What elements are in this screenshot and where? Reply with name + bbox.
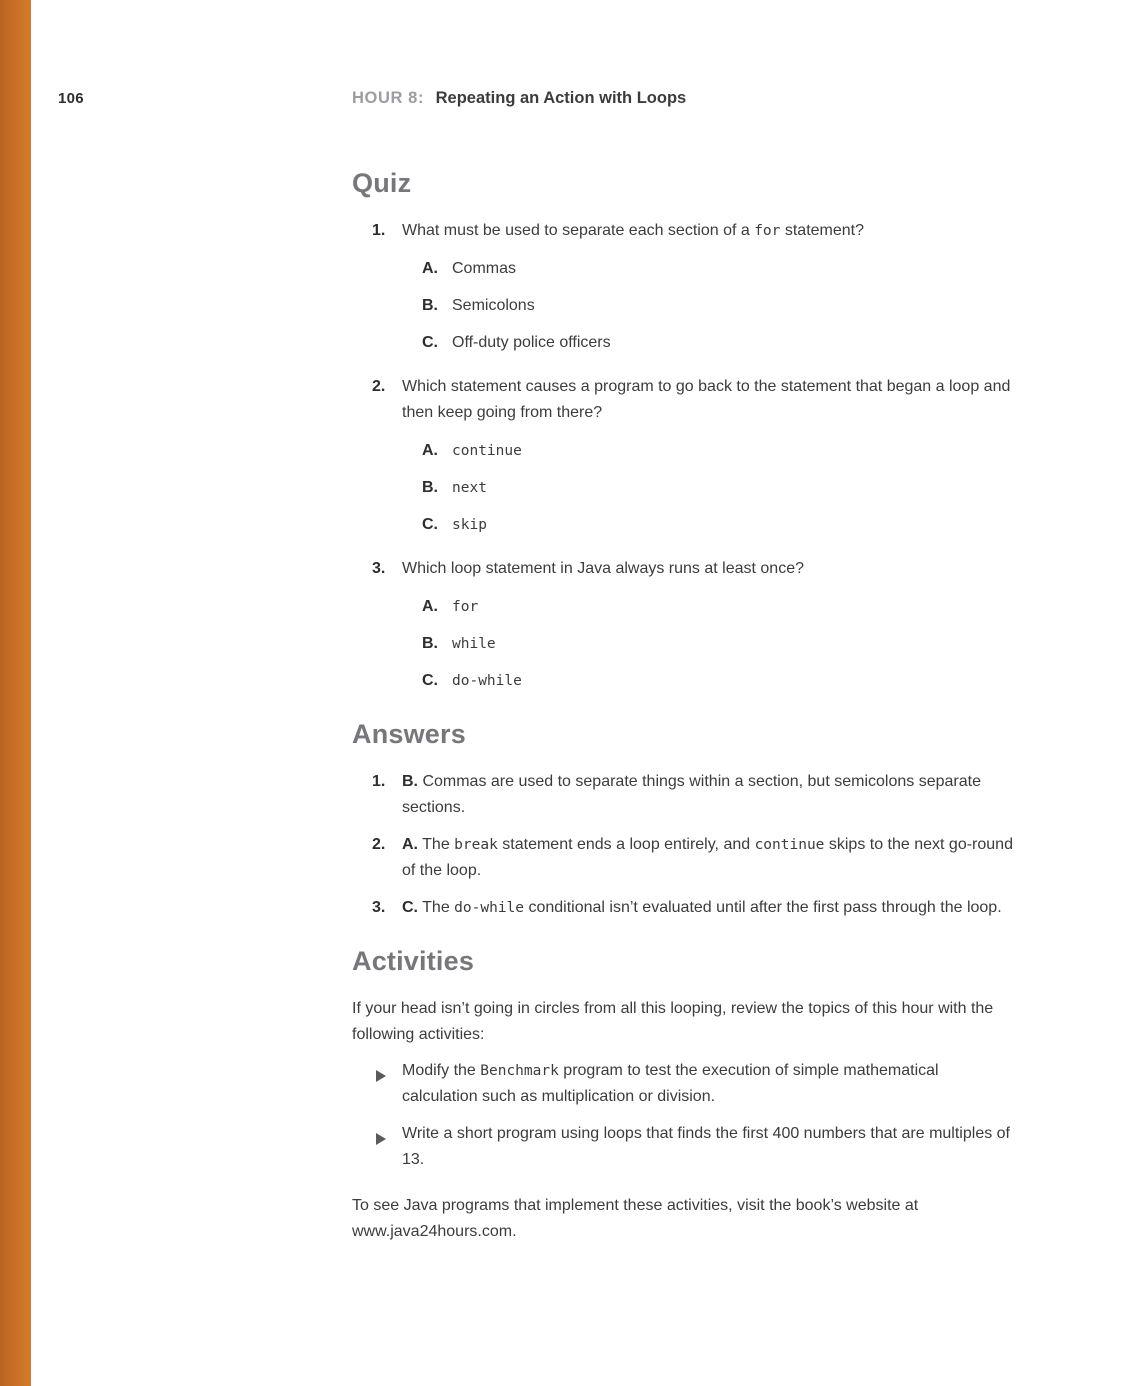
quiz-question-1-options: [352, 256, 1014, 356]
answer-2: [372, 832, 1014, 884]
option-text: continue: [452, 443, 522, 459]
question-number: 2.: [372, 378, 386, 395]
chapter-title: Repeating an Action with Loops: [435, 89, 687, 107]
question-number: 3.: [372, 560, 386, 577]
question-text: Which statement causes a program to go back to the statement that began a loop and then keep going from there?: [402, 378, 1011, 421]
activities-closing: To see Java programs that implement these activities, visit the book’s website at www.java24hours.com.: [352, 1197, 919, 1240]
option-a: [422, 256, 1014, 282]
quiz-question-3-options: [352, 594, 1014, 694]
quiz-heading: Quiz: [352, 168, 412, 198]
answer-text: B. Commas are used to separate things within a section, but semicolons separate sections.: [402, 773, 981, 816]
option-text: for: [452, 599, 479, 615]
answer-number: 3.: [372, 899, 386, 916]
option-letter: B.: [422, 297, 438, 314]
option-text: next: [452, 480, 487, 496]
activity-item-2: [376, 1121, 1014, 1173]
answer-number: 1.: [372, 773, 386, 790]
option-a: [422, 594, 1014, 620]
question-text: What must be used to separate each section of a for statement?: [402, 222, 865, 239]
question-number: 1.: [372, 222, 386, 239]
option-c: [422, 330, 1014, 356]
option-letter: C.: [422, 672, 438, 689]
option-text: Off-duty police officers: [452, 334, 611, 351]
answer-text: A. The break statement ends a loop entirely, and continue skips to the next go-round of the loop.: [402, 836, 1013, 879]
option-text: Commas: [452, 260, 517, 277]
page-edge-bar: [0, 0, 31, 1386]
activity-text: Modify the Benchmark program to test the execution of simple mathematical calculation such as multiplication or division.: [402, 1062, 939, 1105]
option-text: skip: [452, 517, 487, 533]
quiz-question-2-options: [352, 438, 1014, 538]
answer-3: [372, 895, 1014, 921]
page-number: 106: [58, 90, 84, 107]
answer-number: 2.: [372, 836, 386, 853]
page-content: [352, 168, 1014, 1255]
option-letter: B.: [422, 635, 438, 652]
activity-text: Write a short program using loops that finds the first 400 numbers that are multiples of 13.: [402, 1125, 1010, 1168]
option-text: Semicolons: [452, 297, 535, 314]
answer-text: C. The do-while conditional isn’t evaluated until after the first pass through the loop.: [402, 899, 1002, 916]
option-letter: A.: [422, 260, 438, 277]
question-text: Which loop statement in Java always runs at least once?: [402, 560, 804, 577]
option-b: [422, 293, 1014, 319]
option-letter: A.: [422, 442, 438, 459]
option-c: [422, 512, 1014, 538]
answers-heading: Answers: [352, 719, 466, 749]
option-letter: C.: [422, 334, 438, 351]
option-a: [422, 438, 1014, 464]
option-b: [422, 475, 1014, 501]
chapter-label: HOUR 8:: [352, 89, 425, 107]
running-header: [352, 89, 686, 108]
quiz-question-2: [372, 374, 1014, 426]
activity-bullet-icon: [376, 1058, 402, 1110]
answer-1: [372, 769, 1014, 821]
option-b: [422, 631, 1014, 657]
option-letter: A.: [422, 598, 438, 615]
option-letter: B.: [422, 479, 438, 496]
option-text: do-while: [452, 673, 522, 689]
option-text: while: [452, 636, 496, 652]
option-c: [422, 668, 1014, 694]
activity-bullet-icon: [376, 1121, 402, 1173]
quiz-question-3: [372, 556, 1014, 582]
option-letter: C.: [422, 516, 438, 533]
quiz-question-1: [372, 218, 1014, 244]
activities-intro: If your head isn’t going in circles from all this looping, review the topics of this hour with the following activities:: [352, 1000, 994, 1043]
activity-item-1: [376, 1058, 1014, 1110]
activities-heading: Activities: [352, 946, 475, 976]
